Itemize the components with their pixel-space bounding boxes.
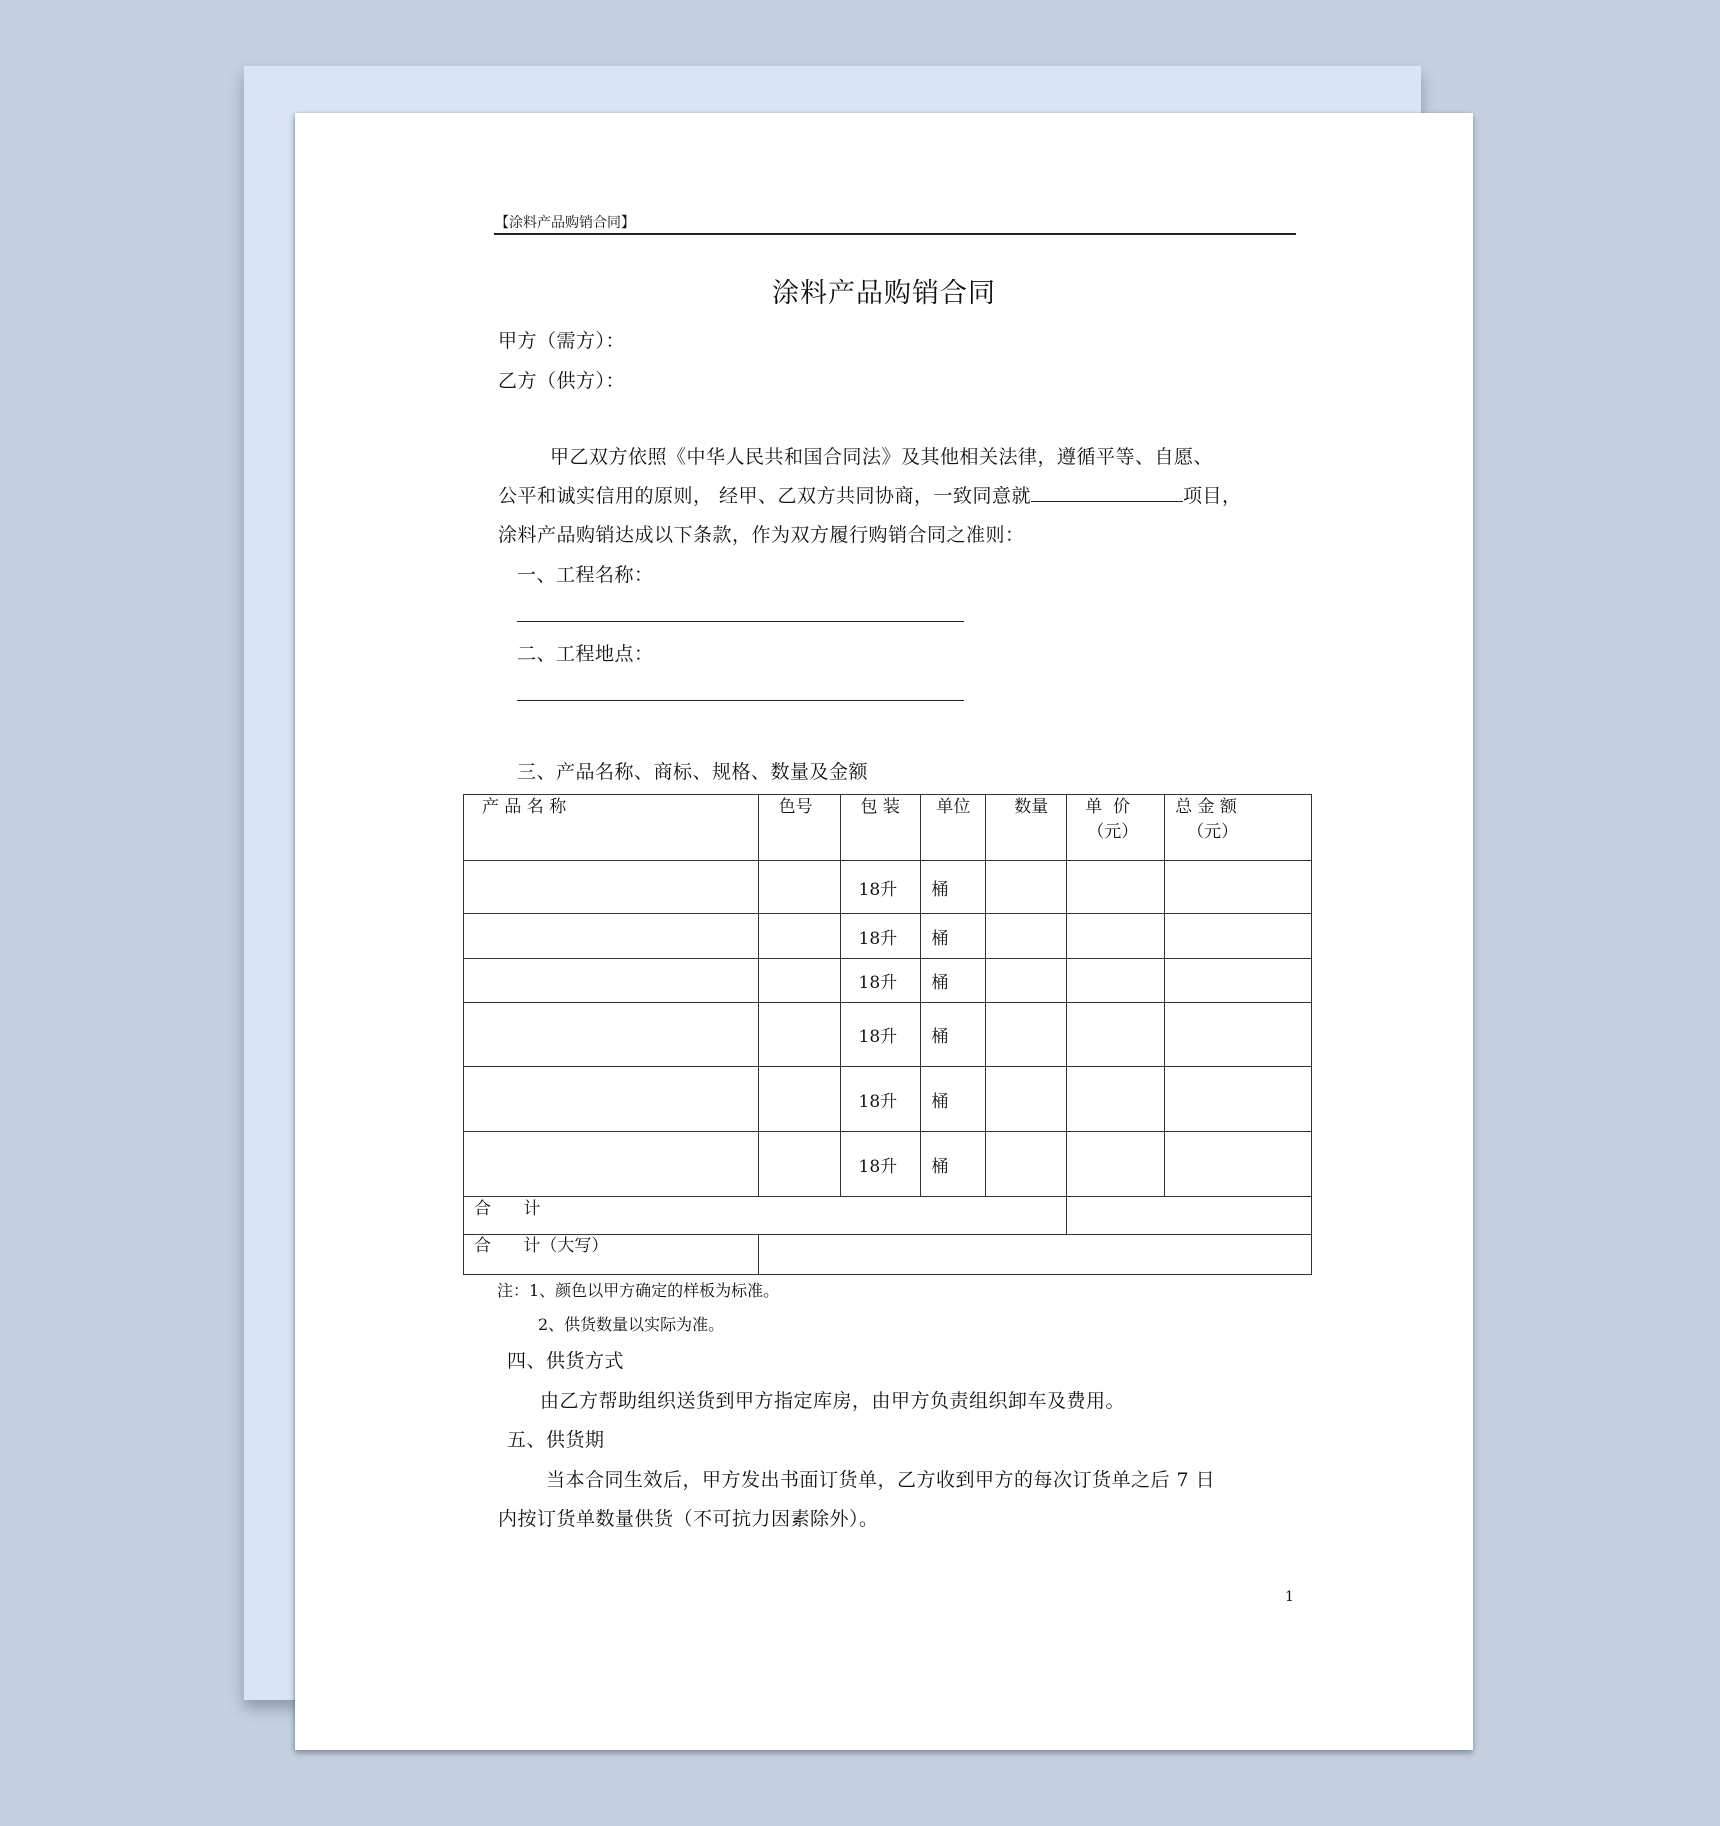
- supply-period-text-line2: 内按订货单数量供货（不可抗力因素除外）。: [498, 1508, 879, 1530]
- header-total-line2: （元）: [1187, 822, 1239, 842]
- cell-packaging: 18升: [840, 861, 921, 914]
- cell-quantity[interactable]: [986, 1003, 1067, 1067]
- cell-unit-price[interactable]: [1067, 1003, 1165, 1067]
- section-project-location: 二、工程地点：: [517, 643, 654, 665]
- cell-product-name[interactable]: [464, 1067, 759, 1132]
- total-label: 合 计: [464, 1197, 1067, 1235]
- header-packaging: 包 装: [840, 795, 921, 861]
- cell-quantity[interactable]: [986, 959, 1067, 1003]
- project-name-line[interactable]: [517, 621, 964, 622]
- section-products: 三、产品名称、商标、规格、数量及金额: [517, 761, 869, 783]
- cell-color-code[interactable]: [758, 1003, 840, 1067]
- supply-method-text: 由乙方帮助组织送货到甲方指定库房，由甲方负责组织卸车及费用。: [540, 1390, 1126, 1412]
- document-title: 涂料产品购销合同: [772, 278, 996, 309]
- cell-total[interactable]: [1165, 1003, 1312, 1067]
- table-header-row: [464, 795, 1312, 861]
- cell-total[interactable]: [1165, 959, 1312, 1003]
- table-row: [464, 1067, 1312, 1132]
- cell-quantity[interactable]: [986, 914, 1067, 959]
- cell-unit: 桶: [921, 914, 986, 959]
- header-label: 【涂料产品购销合同】: [495, 215, 635, 231]
- intro-line-2-suffix: 项目，: [1183, 485, 1242, 507]
- total-caps-value-cell[interactable]: [758, 1235, 1311, 1275]
- cell-quantity[interactable]: [986, 1132, 1067, 1197]
- cell-packaging: 18升: [840, 959, 921, 1003]
- project-location-line[interactable]: [517, 700, 964, 701]
- cell-product-name[interactable]: [464, 1132, 759, 1197]
- cell-total[interactable]: [1165, 1132, 1312, 1197]
- cell-quantity[interactable]: [986, 1067, 1067, 1132]
- cell-packaging: 18升: [840, 1067, 921, 1132]
- note-1: 注：1、颜色以甲方确定的样板为标准。: [497, 1281, 780, 1300]
- cell-product-name[interactable]: [464, 959, 759, 1003]
- cell-total[interactable]: [1165, 861, 1312, 914]
- table-row: [464, 1003, 1312, 1067]
- cell-color-code[interactable]: [758, 959, 840, 1003]
- total-caps-row: [464, 1235, 1312, 1275]
- header-total-line1: 总 金 额: [1175, 797, 1237, 817]
- header-color-code: 色号: [758, 795, 840, 861]
- cell-product-name[interactable]: [464, 914, 759, 959]
- header-product-name: 产 品 名 称: [464, 795, 759, 861]
- intro-line-1: 甲乙双方依照《中华人民共和国合同法》及其他相关法律，遵循平等、自愿、: [550, 446, 1214, 468]
- header-unit-price-line1: 单 价: [1085, 797, 1131, 817]
- table-row: [464, 914, 1312, 959]
- header-quantity: 数量: [986, 795, 1067, 861]
- cell-color-code[interactable]: [758, 861, 840, 914]
- header-rule: [494, 233, 1296, 235]
- cell-packaging: 18升: [840, 1132, 921, 1197]
- cell-product-name[interactable]: [464, 1003, 759, 1067]
- section-project-name: 一、工程名称：: [517, 564, 654, 586]
- intro-line-2: [498, 481, 1242, 508]
- header-unit-price-line2: （元）: [1087, 822, 1139, 842]
- cell-color-code[interactable]: [758, 1132, 840, 1197]
- cell-unit: 桶: [921, 1003, 986, 1067]
- header-total-amount: [1165, 795, 1312, 861]
- header-unit: 单位: [921, 795, 986, 861]
- total-caps-label: 合 计（大写）: [464, 1235, 759, 1275]
- supply-period-text-line1: 当本合同生效后，甲方发出书面订货单，乙方收到甲方的每次订货单之后 7 日: [546, 1469, 1216, 1491]
- products-table: [463, 794, 1312, 1275]
- party-a-label: 甲方（需方）：: [498, 330, 626, 352]
- cell-unit: 桶: [921, 1067, 986, 1132]
- cell-unit-price[interactable]: [1067, 959, 1165, 1003]
- cell-unit-price[interactable]: [1067, 914, 1165, 959]
- table-row: [464, 1132, 1312, 1197]
- page-number: 1: [1285, 1589, 1294, 1605]
- cell-unit: 桶: [921, 959, 986, 1003]
- document-page: [295, 113, 1473, 1750]
- cell-color-code[interactable]: [758, 914, 840, 959]
- cell-unit-price[interactable]: [1067, 861, 1165, 914]
- cell-unit: 桶: [921, 861, 986, 914]
- intro-line-2-text: 公平和诚实信用的原则， 经甲、乙双方共同协商，一致同意就: [498, 485, 1032, 507]
- table-row: [464, 959, 1312, 1003]
- cell-total[interactable]: [1165, 1067, 1312, 1132]
- section-supply-method: 四、供货方式: [507, 1350, 625, 1372]
- cell-packaging: 18升: [840, 1003, 921, 1067]
- cell-total[interactable]: [1165, 914, 1312, 959]
- section-supply-period: 五、供货期: [507, 1429, 605, 1451]
- cell-unit: 桶: [921, 1132, 986, 1197]
- cell-quantity[interactable]: [986, 861, 1067, 914]
- cell-unit-price[interactable]: [1067, 1132, 1165, 1197]
- header-unit-price: [1067, 795, 1165, 861]
- total-row: [464, 1197, 1312, 1235]
- total-value-cell[interactable]: [1067, 1197, 1312, 1235]
- cell-color-code[interactable]: [758, 1067, 840, 1132]
- party-b-label: 乙方（供方）：: [498, 370, 626, 392]
- cell-product-name[interactable]: [464, 861, 759, 914]
- table-row: [464, 861, 1312, 914]
- cell-unit-price[interactable]: [1067, 1067, 1165, 1132]
- project-name-blank[interactable]: [1031, 483, 1183, 502]
- cell-packaging: 18升: [840, 914, 921, 959]
- note-2: 2、供货数量以实际为准。: [538, 1315, 725, 1334]
- intro-line-3: 涂料产品购销达成以下条款，作为双方履行购销合同之准则：: [498, 524, 1025, 546]
